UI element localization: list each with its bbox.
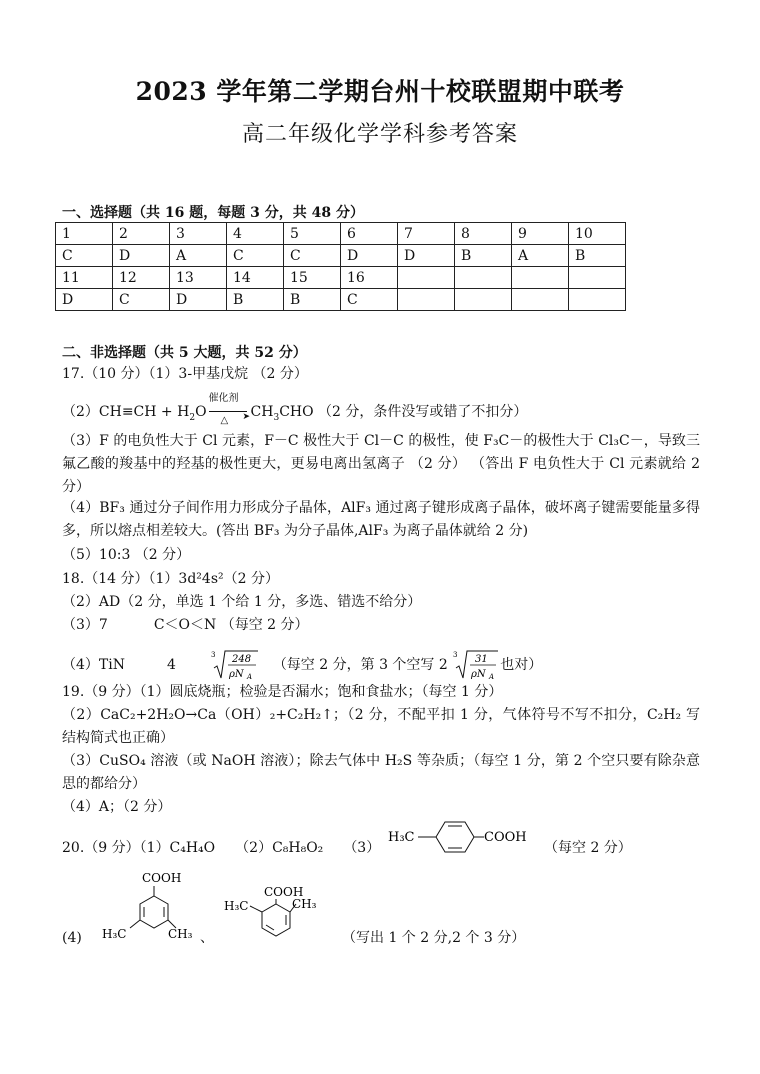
- table-cell: B: [284, 289, 341, 311]
- table-cell: D: [170, 289, 227, 311]
- heat-label: △: [220, 415, 229, 426]
- table-cell: [455, 267, 512, 289]
- s3-methyl-right: CH₃: [292, 897, 317, 911]
- dimethylbenzoic-acid-26-structure: [222, 880, 322, 946]
- table-cell: C: [227, 245, 284, 267]
- q17-part1: 17.（10 分）（1）3-甲基戊烷 （2 分）: [62, 366, 308, 382]
- root2-sub: A: [489, 673, 495, 681]
- table-cell: [398, 289, 455, 311]
- q18-part4-b: 4: [166, 657, 176, 673]
- table-cell: [512, 267, 569, 289]
- table-cell: 16: [341, 267, 398, 289]
- table-cell: 14: [227, 267, 284, 289]
- table-row: [56, 289, 626, 311]
- page-title: 2023 学年第二学期台州十校联盟期中联考: [135, 77, 625, 106]
- answer-table: [55, 222, 626, 311]
- table-cell: [569, 267, 626, 289]
- q20-part3-label: （3）: [343, 840, 381, 856]
- table-cell: 8: [455, 223, 512, 245]
- table-cell: D: [113, 245, 170, 267]
- q20-part4-note: （写出 1 个 2 分,2 个 3 分）: [342, 930, 526, 946]
- page-subtitle: 高二年级化学学科参考答案: [241, 122, 518, 147]
- table-cell: B: [227, 289, 284, 311]
- table-cell: 12: [113, 267, 170, 289]
- root1-sub: A: [247, 673, 253, 681]
- para-toluic-acid-structure: [388, 815, 548, 861]
- table-cell: D: [398, 245, 455, 267]
- section-choice-heading: 一、选择题（共 16 题，每题 3 分，共 48 分）: [62, 205, 364, 221]
- q20-part1: 20.（9 分）（1）C₄H₄O: [62, 840, 216, 856]
- q19-part2: （2）CaC₂+2H₂O→Ca（OH）₂+C₂H₂↑；（2 分，不配平扣 1 分，气体符号不写不扣分，C₂H₂ 写结构简式也正确）: [62, 707, 700, 746]
- catalyst-label: 催化剂: [208, 393, 239, 404]
- s3-methyl-left: H₃C: [224, 899, 249, 913]
- table-row: [56, 223, 626, 245]
- table-cell: 15: [284, 267, 341, 289]
- table-cell: [455, 289, 512, 311]
- table-cell: B: [455, 245, 512, 267]
- s2-methyl-left: H₃C: [102, 927, 127, 941]
- q17-part4: （4）BF₃ 通过分子间作用力形成分子晶体，AlF₃ 通过离子键形成离子晶体，破坏离子键需要能量多得多，所以熔点相差较大。(答出 BF₃ 为分子晶体,AlF₃ 为离子晶体就给 2 分): [62, 500, 700, 539]
- q18-part3-a: （3）7: [62, 617, 108, 633]
- q18-part3-b: C＜O＜N （每空 2 分）: [153, 617, 309, 633]
- table-cell: C: [284, 245, 341, 267]
- table-cell: 7: [398, 223, 455, 245]
- table-row: [56, 245, 626, 267]
- struct-methyl-left: H₃C: [388, 830, 415, 845]
- table-cell: 5: [284, 223, 341, 245]
- q17-part2: $(2)CH\equiv CH + H_2O$ 催化剂 ➤ △ $CH_3CHO$ （2 分，条件没写或错了不扣分）: [62, 402, 527, 428]
- q18-part3: [62, 615, 309, 635]
- structure-separator: 、: [200, 930, 214, 946]
- table-cell: D: [56, 289, 113, 311]
- table-cell: D: [341, 245, 398, 267]
- table-cell: C: [113, 289, 170, 311]
- table-cell: 10: [569, 223, 626, 245]
- table-cell: [512, 289, 569, 311]
- q18-part4: [62, 648, 542, 682]
- q17-part3: （3）F 的电负性大于 Cl 元素，F－C 极性大于 Cl－C 的极性，使 F₃C－的极性大于 Cl₃C－，导致三氟乙酸的羧基中的羟基的极性更大，更易电离出氢离子 （2 分） （答出 F 电负性大于 Cl 元素就给 2 分）: [62, 433, 700, 495]
- q18-part4-d: 也对）: [500, 657, 543, 673]
- table-cell: 2: [113, 223, 170, 245]
- root1-denominator: ρN: [229, 669, 244, 680]
- q19-part1: 19.（9 分）（1）圆底烧瓶；检验是否漏水；饱和食盐水；（每空 1 分）: [62, 684, 503, 700]
- table-cell: A: [512, 245, 569, 267]
- table-cell: 4: [227, 223, 284, 245]
- table-cell: 13: [170, 267, 227, 289]
- table-cell: 11: [56, 267, 113, 289]
- root2-denominator: ρN: [471, 669, 486, 680]
- table-cell: 1: [56, 223, 113, 245]
- root-index-2: 3: [453, 651, 458, 659]
- s2-carboxyl: COOH: [142, 871, 182, 885]
- q18-part1: 18.（14 分）（1）3d²4s²（2 分）: [62, 571, 279, 587]
- q17-part2-note: CHO （2 分，条件没写或错了不扣分）: [279, 404, 528, 420]
- q20-part2: （2）C₈H₈O₂: [235, 840, 324, 856]
- q17-part2-rhs: CH: [250, 404, 274, 420]
- table-cell: [569, 289, 626, 311]
- s2-methyl-right: CH₃: [168, 927, 193, 941]
- root-index: 3: [211, 651, 216, 659]
- q17-part2-lhs: （2）CH≡CH + H: [62, 404, 190, 420]
- dimethylbenzoic-acid-35-structure: [98, 866, 198, 946]
- cube-root-31: [452, 648, 500, 682]
- q18-part4-a: （4）TiN: [62, 657, 125, 673]
- reaction-arrow: [207, 393, 251, 426]
- q18-part4-c: （每空 2 分，第 3 个空写 2: [272, 657, 448, 673]
- table-row: [56, 267, 626, 289]
- q19-part3: （3）CuSO₄ 溶液（或 NaOH 溶液）；除去气体中 H₂S 等杂质；（每空 1 分，第 2 个空只要有除杂意思的都给分）: [62, 753, 700, 792]
- q20-part3-note: （每空 2 分）: [544, 840, 632, 856]
- arrow-head-icon: ➤: [242, 412, 251, 422]
- table-cell: [398, 267, 455, 289]
- table-cell: 3: [170, 223, 227, 245]
- table-cell: A: [170, 245, 227, 267]
- q17-part5: （5）10:3 （2 分）: [62, 547, 191, 563]
- q20-part4-label: (4): [62, 930, 82, 946]
- s3-carboxyl: COOH: [264, 885, 304, 899]
- section-nonchoice-heading: 二、非选择题（共 5 大题，共 52 分）: [62, 345, 307, 361]
- root2-numerator: 31: [475, 654, 488, 665]
- q17-part2-lhs-o: O: [195, 404, 207, 420]
- table-cell: 9: [512, 223, 569, 245]
- q19-part4: （4）A；（2 分）: [62, 799, 172, 815]
- struct-carboxyl-right: COOH: [484, 830, 527, 845]
- table-cell: 6: [341, 223, 398, 245]
- table-cell: C: [56, 245, 113, 267]
- q18-part2: （2）AD（2 分，单选 1 个给 1 分，多选、错选不给分）: [62, 594, 422, 610]
- root1-numerator: 248: [232, 654, 252, 665]
- table-cell: B: [569, 245, 626, 267]
- q20-part1-2: [62, 838, 380, 858]
- table-cell: C: [341, 289, 398, 311]
- cube-root-248: [210, 648, 260, 682]
